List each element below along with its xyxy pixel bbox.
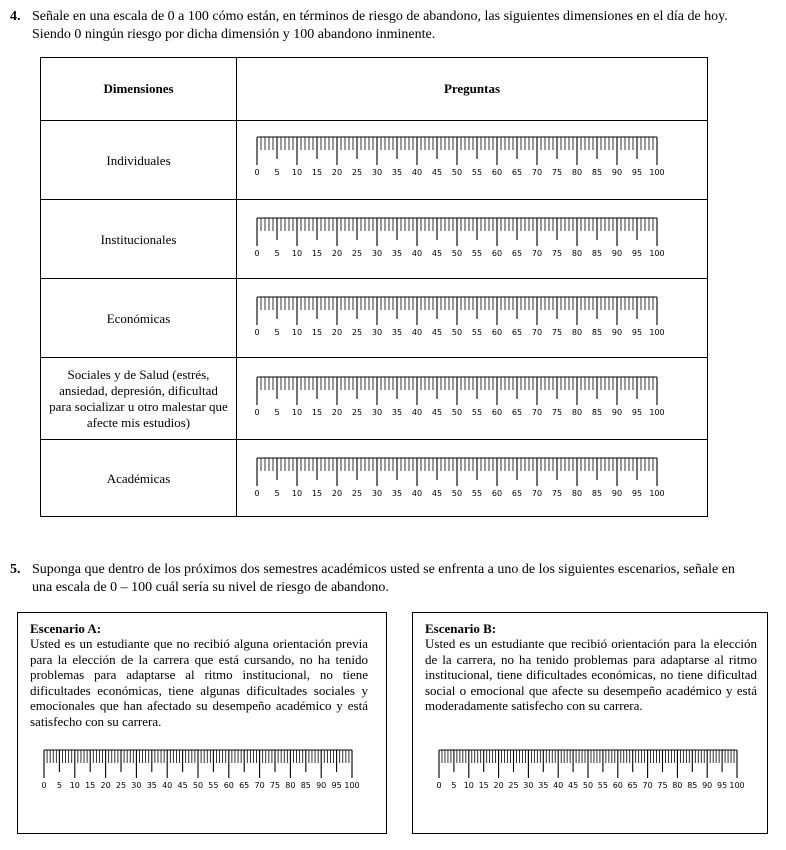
scale-label: 100 [649,489,665,498]
question-text: Suponga que dentro de los próximos dos semestres académicos usted se enfrenta a uno de los siguientes escenarios, señale en una escala de 0 – 100 cuál sería su nivel de riesgo de abandono. [32,562,735,595]
scale-label: 10 [291,168,303,177]
scale-label: 0 [254,328,260,337]
scale-label: 75 [551,408,563,417]
scale-label: 55 [471,249,483,258]
scale-label: 60 [491,408,503,417]
scale-label: 95 [631,168,643,177]
scale-label: 40 [411,489,423,498]
scale-label: 80 [672,781,683,790]
scale-label: 25 [508,781,519,790]
scale-label: 80 [571,408,583,417]
scale-label: 30 [131,781,142,790]
scale-label: 75 [269,781,281,790]
scenario-b-box [412,612,768,834]
scale-label: 0 [41,781,47,790]
scale-label: 45 [431,249,443,258]
scale-label: 35 [391,328,403,337]
scale-label: 5 [274,249,280,258]
question-text: Señale en una escala de 0 a 100 cómo están, en términos de riesgo de abandono, las siguientes dimensiones en el día de hoy. Siendo 0 ningún riesgo por dicha dimensión y 100 abandono inminente. [32,9,728,42]
scale-label: 85 [300,781,311,790]
dimension-label: Económicas [106,310,171,326]
scale-label: 95 [631,489,643,498]
scale-label: 10 [291,489,303,498]
scale-label: 40 [411,328,423,337]
scale-label: 100 [649,249,665,258]
scale-label: 40 [162,781,173,790]
scale-label: 15 [311,489,323,498]
scale-label: 20 [100,781,111,790]
scale-label: 60 [612,781,623,790]
table-row [41,199,707,279]
scale-label: 70 [531,249,543,258]
scale-label: 60 [491,328,503,337]
scale-label: 80 [285,781,296,790]
scale-label: 55 [471,328,483,337]
scale-label: 40 [553,781,564,790]
scale-label: 60 [491,168,503,177]
scenario-a-box [17,612,387,834]
scale-label: 55 [471,489,483,498]
scale-label: 90 [611,489,623,498]
scale-label: 25 [115,781,127,790]
scale-label: 75 [551,168,563,177]
scale-label: 0 [254,168,260,177]
scale-label: 5 [274,168,280,177]
scale-label: 15 [311,249,323,258]
dimension-label: Sociales y de Salud (estrés, ansiedad, depresión, dificultad para socializar u otro malestar que afecte mis estudios) [49,367,228,430]
scale-label: 65 [511,489,523,498]
scale-label: 25 [351,489,363,498]
scale-label: 20 [331,489,343,498]
scenario-title: Escenario B: [425,621,497,636]
scale-label: 10 [69,781,80,790]
scale-label: 50 [451,408,463,417]
scale-label: 75 [551,489,563,498]
scale-label: 70 [531,489,543,498]
scale-label: 95 [631,249,643,258]
scale-label: 45 [177,781,188,790]
scale-label: 55 [471,408,483,417]
scale-label: 95 [631,328,643,337]
scale-label: 15 [311,328,323,337]
ruler-svg [251,373,675,417]
rating-scale-individuales[interactable] [251,133,675,177]
scale-label: 60 [223,781,234,790]
table-row [41,357,707,440]
scale-label: 15 [311,168,323,177]
scale-label: 10 [291,328,303,337]
question-5 [10,561,770,601]
question-number: 4. [10,9,21,24]
scale-label: 45 [431,328,443,337]
scale-label: 10 [291,249,303,258]
scale-label: 95 [631,408,643,417]
scale-label: 20 [331,249,343,258]
scale-label: 15 [85,781,96,790]
scale-label: 30 [371,249,383,258]
scale-label: 80 [571,249,583,258]
scale-label: 60 [491,489,503,498]
scale-label: 55 [208,781,219,790]
ruler-svg [38,746,370,790]
scale-label: 5 [56,781,62,790]
rating-scale-scenario-b[interactable] [433,746,755,790]
scale-label: 10 [463,781,474,790]
ruler-svg [251,214,675,258]
scale-label: 50 [192,781,204,790]
scale-label: 90 [702,781,713,790]
scale-label: 65 [511,328,523,337]
rating-scale-scenario-a[interactable] [38,746,370,790]
scale-label: 45 [431,408,443,417]
header-dimensions: Dimensiones [103,81,174,96]
dimension-label: Institucionales [100,231,177,247]
scale-label: 5 [274,408,280,417]
scale-label: 85 [687,781,698,790]
scale-label: 70 [254,781,265,790]
scale-label: 30 [371,328,383,337]
scale-label: 25 [351,408,363,417]
scale-label: 80 [571,489,583,498]
scale-label: 5 [274,328,280,337]
scale-label: 90 [611,168,623,177]
table-row [41,439,707,518]
scale-label: 50 [451,249,463,258]
scale-label: 70 [531,408,543,417]
scale-label: 35 [538,781,549,790]
scale-label: 85 [591,249,603,258]
scale-label: 40 [411,249,423,258]
ruler-svg [251,454,675,498]
scale-label: 90 [316,781,327,790]
scale-label: 100 [649,168,665,177]
rating-scale-academicas[interactable] [251,454,675,498]
scale-label: 5 [451,781,457,790]
header-questions: Preguntas [443,81,501,96]
scale-label: 25 [351,328,363,337]
dimension-label: Académicas [106,471,171,486]
scale-label: 55 [597,781,608,790]
scale-label: 50 [451,489,463,498]
question-4 [10,8,770,48]
table-row [41,120,707,200]
scale-label: 20 [493,781,504,790]
scale-label: 75 [657,781,668,790]
scale-label: 35 [146,781,157,790]
scale-label: 35 [391,168,403,177]
ruler-svg [433,746,755,790]
scale-label: 100 [649,408,665,417]
scale-label: 75 [551,328,563,337]
scale-label: 60 [491,249,503,258]
scale-label: 0 [254,489,260,498]
scale-label: 35 [391,408,403,417]
scale-label: 65 [627,781,638,790]
rating-scale-economicas[interactable] [251,293,675,337]
scenario-title: Escenario A: [30,621,102,636]
scale-label: 45 [431,489,443,498]
scale-label: 55 [471,168,483,177]
scale-label: 95 [717,781,728,790]
scale-label: 80 [571,328,583,337]
scale-label: 45 [568,781,579,790]
scale-label: 40 [411,408,423,417]
scale-label: 65 [511,249,523,258]
table-row [41,278,707,358]
scale-label: 30 [523,781,534,790]
scale-label: 70 [642,781,653,790]
scale-label: 50 [582,781,594,790]
scale-label: 15 [478,781,489,790]
scale-label: 50 [451,168,463,177]
scale-label: 10 [291,408,303,417]
scenario-text: Usted es un estudiante que no recibió alguna orientación previa para la elección de la carrera que está cursando, no ha tenido problemas para adaptarse al ritmo institucional, no tiene dificultades económicas, tiene algunas dificultades sociales y emocionales que han afectado su desempeño académico y está satisfecho con su carrera. [30,636,368,729]
scale-label: 100 [649,328,665,337]
scale-label: 30 [371,408,383,417]
scale-label: 20 [331,408,343,417]
scale-label: 50 [451,328,463,337]
scale-label: 30 [371,489,383,498]
scale-label: 65 [511,168,523,177]
scale-label: 20 [331,328,343,337]
scale-label: 25 [351,249,363,258]
scale-label: 65 [239,781,250,790]
scale-label: 0 [254,249,260,258]
scale-label: 25 [351,168,363,177]
scale-label: 45 [431,168,443,177]
ruler-svg [251,293,675,337]
question-number: 5. [10,562,21,577]
scale-label: 85 [591,168,603,177]
rating-scale-institucionales[interactable] [251,214,675,258]
scale-label: 85 [591,408,603,417]
scale-label: 100 [344,781,360,790]
dimension-label: Individuales [106,152,171,168]
scale-label: 85 [591,328,603,337]
scale-label: 70 [531,328,543,337]
scale-label: 20 [331,168,343,177]
scale-label: 75 [551,249,563,258]
ruler-svg [251,133,675,177]
scale-label: 0 [436,781,442,790]
scale-label: 90 [611,249,623,258]
scale-label: 95 [331,781,342,790]
scale-label: 40 [411,168,423,177]
dimensions-table [40,57,708,517]
scale-label: 85 [591,489,603,498]
scale-label: 90 [611,328,623,337]
scale-label: 15 [311,408,323,417]
scale-label: 5 [274,489,280,498]
scale-label: 35 [391,489,403,498]
scale-label: 70 [531,168,543,177]
scale-label: 65 [511,408,523,417]
scale-label: 0 [254,408,260,417]
rating-scale-sociales-salud[interactable] [251,373,675,417]
scale-label: 35 [391,249,403,258]
scale-label: 30 [371,168,383,177]
scenario-text: Usted es un estudiante que recibió orientación para la elección de la carrera, no ha tenido problemas para adaptarse al ritmo institucional, tiene dificultades económicas, no tiene dificultad social o emocional que afecte su desempeño académico y está moderadamente satisfecho con su carrera. [425,636,757,713]
scale-label: 80 [571,168,583,177]
scale-label: 90 [611,408,623,417]
scale-label: 100 [729,781,745,790]
